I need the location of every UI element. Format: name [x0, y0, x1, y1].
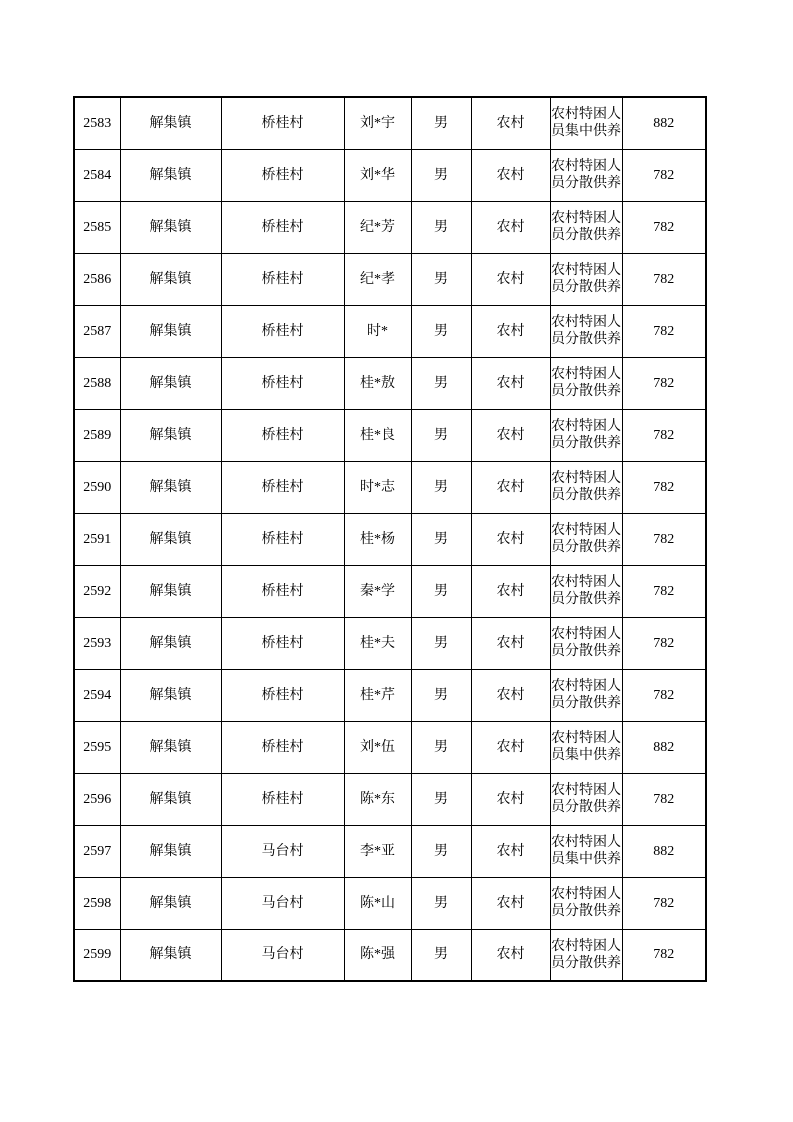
cell-id: 2594: [74, 669, 120, 721]
cell-town: 解集镇: [120, 669, 221, 721]
cell-town: 解集镇: [120, 513, 221, 565]
table-row: [74, 877, 706, 929]
cell-category: 农村特困人员分散供养: [550, 617, 622, 669]
cell-id: 2593: [74, 617, 120, 669]
cell-id: 2587: [74, 305, 120, 357]
cell-category: 农村特困人员分散供养: [550, 929, 622, 981]
table-row: [74, 565, 706, 617]
table-row: [74, 201, 706, 253]
table-row: [74, 513, 706, 565]
table-row: [74, 669, 706, 721]
cell-name: 刘*宇: [344, 97, 411, 149]
welfare-roster-table: [73, 96, 707, 982]
cell-gender: 男: [411, 149, 471, 201]
cell-amount: 882: [622, 97, 706, 149]
cell-id: 2592: [74, 565, 120, 617]
table-row: [74, 305, 706, 357]
table-row: [74, 149, 706, 201]
cell-village: 桥桂村: [221, 617, 344, 669]
table-row: [74, 97, 706, 149]
cell-category: 农村特困人员分散供养: [550, 357, 622, 409]
table-row: [74, 357, 706, 409]
cell-id: 2599: [74, 929, 120, 981]
cell-amount: 782: [622, 669, 706, 721]
cell-area: 农村: [471, 357, 550, 409]
cell-town: 解集镇: [120, 409, 221, 461]
cell-village: 桥桂村: [221, 461, 344, 513]
cell-name: 时*: [344, 305, 411, 357]
cell-gender: 男: [411, 305, 471, 357]
cell-name: 陈*山: [344, 877, 411, 929]
cell-town: 解集镇: [120, 305, 221, 357]
cell-town: 解集镇: [120, 253, 221, 305]
cell-area: 农村: [471, 149, 550, 201]
cell-category: 农村特困人员集中供养: [550, 97, 622, 149]
cell-gender: 男: [411, 253, 471, 305]
cell-amount: 782: [622, 409, 706, 461]
cell-town: 解集镇: [120, 825, 221, 877]
cell-category: 农村特困人员集中供养: [550, 825, 622, 877]
cell-town: 解集镇: [120, 617, 221, 669]
cell-village: 桥桂村: [221, 773, 344, 825]
cell-name: 桂*良: [344, 409, 411, 461]
table-row: [74, 929, 706, 981]
cell-gender: 男: [411, 513, 471, 565]
table-row: [74, 461, 706, 513]
cell-category: 农村特困人员分散供养: [550, 149, 622, 201]
cell-category: 农村特困人员分散供养: [550, 253, 622, 305]
cell-id: 2591: [74, 513, 120, 565]
cell-name: 李*亚: [344, 825, 411, 877]
cell-village: 桥桂村: [221, 357, 344, 409]
cell-village: 桥桂村: [221, 201, 344, 253]
cell-name: 陈*强: [344, 929, 411, 981]
cell-gender: 男: [411, 877, 471, 929]
cell-village: 桥桂村: [221, 305, 344, 357]
cell-area: 农村: [471, 513, 550, 565]
cell-village: 桥桂村: [221, 253, 344, 305]
table-row: [74, 409, 706, 461]
cell-town: 解集镇: [120, 149, 221, 201]
cell-area: 农村: [471, 669, 550, 721]
cell-category: 农村特困人员分散供养: [550, 773, 622, 825]
cell-category: 农村特困人员分散供养: [550, 305, 622, 357]
cell-village: 桥桂村: [221, 669, 344, 721]
cell-gender: 男: [411, 669, 471, 721]
cell-gender: 男: [411, 929, 471, 981]
cell-town: 解集镇: [120, 565, 221, 617]
cell-area: 农村: [471, 97, 550, 149]
cell-name: 刘*伍: [344, 721, 411, 773]
cell-category: 农村特困人员分散供养: [550, 461, 622, 513]
cell-town: 解集镇: [120, 721, 221, 773]
cell-amount: 782: [622, 305, 706, 357]
cell-category: 农村特困人员集中供养: [550, 721, 622, 773]
cell-amount: 782: [622, 617, 706, 669]
cell-village: 桥桂村: [221, 513, 344, 565]
cell-village: 桥桂村: [221, 409, 344, 461]
cell-area: 农村: [471, 825, 550, 877]
cell-id: 2597: [74, 825, 120, 877]
cell-area: 农村: [471, 409, 550, 461]
cell-id: 2595: [74, 721, 120, 773]
cell-town: 解集镇: [120, 461, 221, 513]
cell-town: 解集镇: [120, 877, 221, 929]
cell-village: 马台村: [221, 825, 344, 877]
cell-village: 桥桂村: [221, 97, 344, 149]
cell-amount: 782: [622, 253, 706, 305]
cell-area: 农村: [471, 201, 550, 253]
cell-id: 2586: [74, 253, 120, 305]
cell-gender: 男: [411, 721, 471, 773]
cell-area: 农村: [471, 565, 550, 617]
table-row: [74, 253, 706, 305]
cell-id: 2584: [74, 149, 120, 201]
table-row: [74, 773, 706, 825]
table-row: [74, 825, 706, 877]
cell-category: 农村特困人员分散供养: [550, 409, 622, 461]
cell-town: 解集镇: [120, 929, 221, 981]
table-body: [74, 97, 706, 981]
cell-town: 解集镇: [120, 773, 221, 825]
cell-name: 桂*杨: [344, 513, 411, 565]
cell-name: 纪*芳: [344, 201, 411, 253]
cell-amount: 782: [622, 513, 706, 565]
cell-id: 2589: [74, 409, 120, 461]
cell-name: 桂*敖: [344, 357, 411, 409]
cell-area: 农村: [471, 877, 550, 929]
cell-category: 农村特困人员分散供养: [550, 565, 622, 617]
cell-gender: 男: [411, 617, 471, 669]
table-row: [74, 617, 706, 669]
cell-town: 解集镇: [120, 201, 221, 253]
cell-area: 农村: [471, 617, 550, 669]
cell-category: 农村特困人员分散供养: [550, 513, 622, 565]
cell-area: 农村: [471, 929, 550, 981]
cell-area: 农村: [471, 253, 550, 305]
cell-id: 2598: [74, 877, 120, 929]
cell-village: 马台村: [221, 877, 344, 929]
cell-name: 桂*芹: [344, 669, 411, 721]
cell-gender: 男: [411, 565, 471, 617]
cell-id: 2583: [74, 97, 120, 149]
cell-name: 陈*东: [344, 773, 411, 825]
cell-name: 桂*夫: [344, 617, 411, 669]
cell-amount: 782: [622, 565, 706, 617]
cell-village: 桥桂村: [221, 565, 344, 617]
cell-gender: 男: [411, 825, 471, 877]
cell-amount: 782: [622, 149, 706, 201]
cell-id: 2588: [74, 357, 120, 409]
cell-village: 桥桂村: [221, 149, 344, 201]
cell-gender: 男: [411, 773, 471, 825]
cell-category: 农村特困人员分散供养: [550, 877, 622, 929]
table-row: [74, 721, 706, 773]
cell-id: 2590: [74, 461, 120, 513]
cell-town: 解集镇: [120, 97, 221, 149]
cell-gender: 男: [411, 357, 471, 409]
cell-area: 农村: [471, 461, 550, 513]
cell-amount: 782: [622, 201, 706, 253]
cell-amount: 782: [622, 357, 706, 409]
cell-amount: 782: [622, 877, 706, 929]
cell-area: 农村: [471, 773, 550, 825]
cell-amount: 782: [622, 929, 706, 981]
cell-category: 农村特困人员分散供养: [550, 201, 622, 253]
cell-gender: 男: [411, 97, 471, 149]
cell-name: 秦*学: [344, 565, 411, 617]
cell-amount: 782: [622, 773, 706, 825]
cell-area: 农村: [471, 721, 550, 773]
cell-village: 马台村: [221, 929, 344, 981]
cell-name: 纪*孝: [344, 253, 411, 305]
cell-town: 解集镇: [120, 357, 221, 409]
cell-area: 农村: [471, 305, 550, 357]
cell-amount: 882: [622, 721, 706, 773]
cell-name: 刘*华: [344, 149, 411, 201]
cell-name: 时*志: [344, 461, 411, 513]
cell-amount: 782: [622, 461, 706, 513]
cell-gender: 男: [411, 409, 471, 461]
cell-id: 2596: [74, 773, 120, 825]
cell-gender: 男: [411, 201, 471, 253]
cell-village: 桥桂村: [221, 721, 344, 773]
cell-category: 农村特困人员分散供养: [550, 669, 622, 721]
cell-amount: 882: [622, 825, 706, 877]
cell-gender: 男: [411, 461, 471, 513]
cell-id: 2585: [74, 201, 120, 253]
